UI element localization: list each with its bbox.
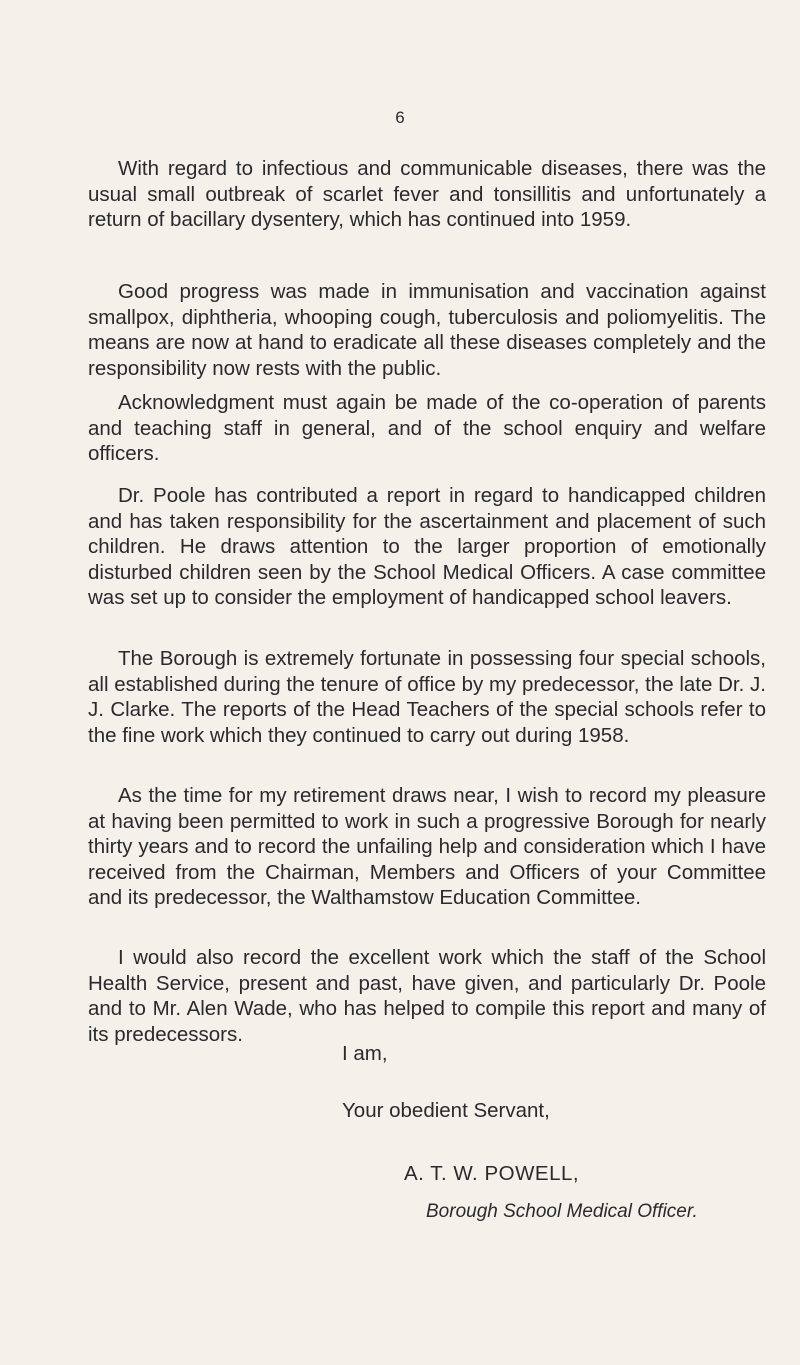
paragraph-handicapped-children [88, 483, 766, 611]
paragraph-text: The Borough is extremely fortunate in possessing four special schools, all established during the tenure of office by my predecessor, the late Dr. J. J. Clarke. The reports of the Head Teachers of the special schools refer to the fine work which they continued to carry out during 1958. [88, 647, 766, 747]
page-number: 6 [395, 108, 405, 127]
paragraph-text: Acknowledgment must again be made of the co-operation of parents and teaching staff in general, and of the school enquiry and welfare officers. [88, 391, 766, 465]
closing-valediction: Your obedient Servant, [342, 1099, 550, 1122]
signatory-title: Borough School Medical Officer. [426, 1201, 698, 1222]
paragraph-text: Dr. Poole has contributed a report in regard to handicapped children and has taken responsibility for the ascertainment and placement of such children. He draws attention to the larger proportion of emotionally disturbed children seen by the School Medical Officers. A case committee was set up to consider the employment of handicapped school leavers. [88, 484, 766, 609]
paragraph-retirement [88, 783, 766, 911]
paragraph-staff-thanks [88, 945, 766, 1047]
paragraph-text: Good progress was made in immunisation and vaccination against smallpox, diphtheria, whooping cough, tuberculosis and poliomyelitis. The means are now at hand to eradicate all these diseases completely and the responsibility now rests with the public. [88, 280, 766, 380]
paragraph-text: As the time for my retirement draws near, I wish to record my pleasure at having been permitted to work in such a progressive Borough for nearly thirty years and to record the unfailing help and consideration which I have received from the Chairman, Members and Officers of your Committee and its predecessor, the Walthamstow Education Committee. [88, 784, 766, 909]
paragraph-immunisation [88, 279, 766, 381]
paragraph-acknowledgment [88, 390, 766, 467]
paragraph-text: With regard to infectious and communicable diseases, there was the usual small outbreak of scarlet fever and tonsillitis and unfortunately a return of bacillary dysentery, which has continued into 1959. [88, 157, 766, 231]
paragraph-infectious-diseases [88, 156, 766, 233]
closing-salutation: I am, [342, 1042, 388, 1065]
paragraph-text: I would also record the excellent work which the staff of the School Health Service, present and past, have given, and particularly Dr. Poole and to Mr. Alen Wade, who has helped to compile this report and many of its predecessors. [88, 946, 766, 1046]
signatory-name: A. T. W. POWELL, [404, 1162, 580, 1185]
paragraph-special-schools [88, 646, 766, 748]
